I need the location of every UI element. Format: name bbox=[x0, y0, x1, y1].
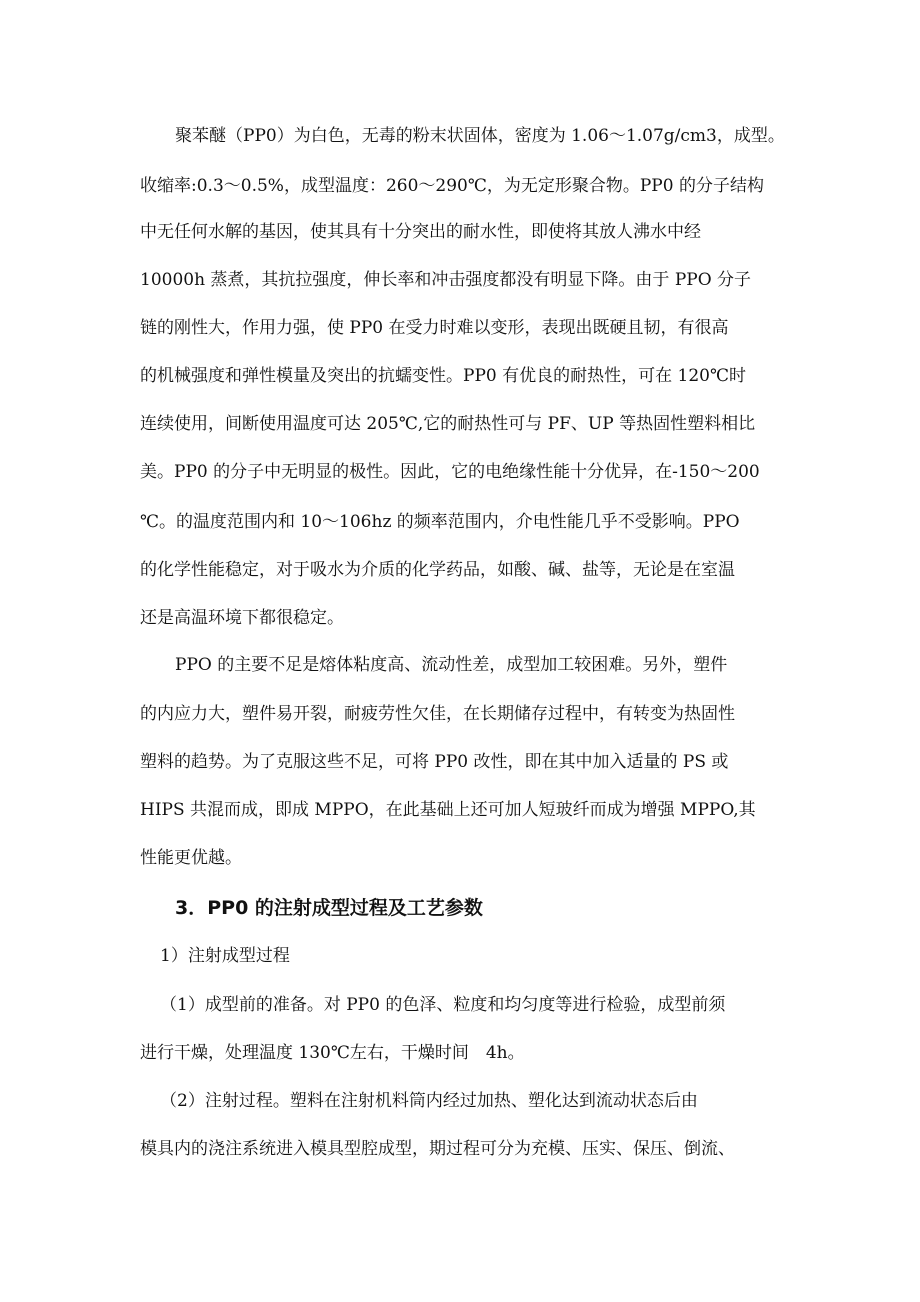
paragraph-1-line-3: 中无任何水解的基因，使其具有十分突出的耐水性，即使将其放人沸水中经 bbox=[140, 222, 701, 242]
paragraph-1-line-5: 链的刚性大，作用力强，使 PP0 在受力时难以变形，表现出既硬且韧，有很高 bbox=[140, 318, 729, 338]
paragraph-2-line-1: PPO 的主要不足是熔体粘度高、流动性差，成型加工较困难。另外，塑件 bbox=[175, 655, 728, 675]
paragraph-1-line-1: 聚苯醚（PP0）为白色，无毒的粉末状固体，密度为 1.06～1.07g/cm3，成型。 bbox=[175, 126, 785, 146]
item-1-line-1: （1）成型前的准备。对 PP0 的色泽、粒度和均匀度等进行检验，成型前须 bbox=[160, 995, 726, 1015]
paragraph-2-line-2: 的内应力大，塑件易开裂，耐疲劳性欠佳，在长期储存过程中，有转变为热固性 bbox=[140, 704, 735, 724]
item-2-line-1: （2）注射过程。塑料在注射机料筒内经过加热、塑化达到流动状态后由 bbox=[160, 1091, 698, 1111]
paragraph-2-line-3: 塑料的趋势。为了克服这些不足，可将 PP0 改性，即在其中加入适量的 PS 或 bbox=[140, 752, 729, 772]
paragraph-1-line-9: ℃。的温度范围内和 10～106hz 的频率范围内，介电性能几乎不受影响。PPO bbox=[140, 512, 740, 532]
paragraph-1-line-2: 收缩率:0.3～0.5%，成型温度：260～290℃，为无定形聚合物。PP0 的分子结构 bbox=[140, 176, 764, 196]
paragraph-1-line-7: 连续使用，间断使用温度可达 205℃,它的耐热性可与 PF、UP 等热固性塑料相比 bbox=[140, 414, 756, 434]
paragraph-1-line-4: 10000h 蒸煮，其抗拉强度，伸长率和冲击强度都没有明显下降。由于 PPO 分子 bbox=[140, 270, 752, 290]
paragraph-2-line-4: HIPS 共混而成，即成 MPPO，在此基础上还可加人短玻纤而成为增强 MPPO,其 bbox=[140, 800, 756, 820]
paragraph-1-line-11: 还是高温环境下都很稳定。 bbox=[140, 608, 344, 628]
section-heading: 3．PP0 的注射成型过程及工艺参数 bbox=[175, 897, 483, 919]
item-1-line-2: 进行干燥，处理温度 130℃左右，干燥时间 4h。 bbox=[140, 1043, 525, 1063]
paragraph-1-line-6: 的机械强度和弹性模量及突出的抗蠕变性。PP0 有优良的耐热性，可在 120℃时 bbox=[140, 366, 746, 386]
subheading: 1）注射成型过程 bbox=[160, 946, 290, 966]
paragraph-1-line-8: 美。PP0 的分子中无明显的极性。因此，它的电绝缘性能十分优异，在-150～200 bbox=[140, 462, 760, 482]
item-2-line-2: 模具内的浇注系统进入模具型腔成型，期过程可分为充模、压实、保压、倒流、 bbox=[140, 1139, 735, 1159]
paragraph-1-line-10: 的化学性能稳定，对于吸水为介质的化学药品，如酸、碱、盐等，无论是在室温 bbox=[140, 560, 735, 580]
paragraph-2-line-5: 性能更优越。 bbox=[140, 848, 242, 868]
